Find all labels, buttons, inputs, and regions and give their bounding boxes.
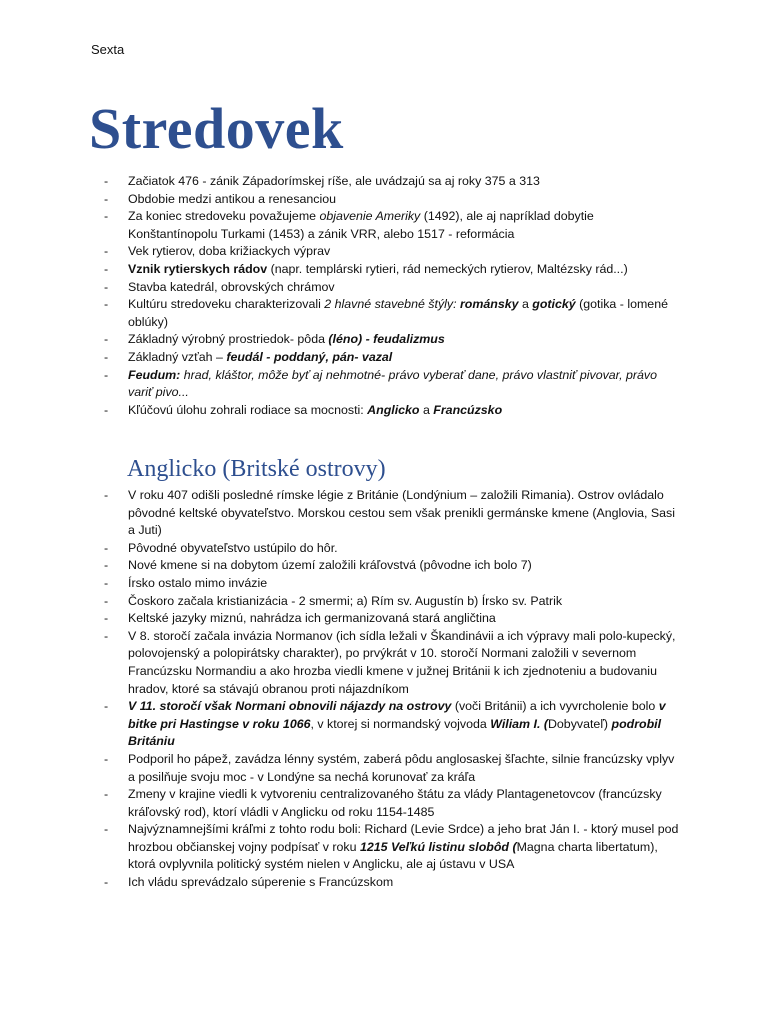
- list-item-text: Kľúčovú úlohu zohrali rodiace sa mocnosti:: [128, 402, 368, 417]
- list-item-text: (léno) - feudalizmus: [328, 332, 445, 347]
- list-item-text: (napr. templárski rytieri, rád nemeckých rytierov, Maltézsky rád...): [267, 261, 628, 276]
- list-item-text: Magna charta libertatum), ktorá ovplyvnila politický systém nielen v Anglicku, ale aj ústavu v USA: [128, 839, 658, 872]
- list-item: [91, 191, 681, 209]
- list-item-text: Základný výrobný prostriedok- pôda: [128, 332, 329, 347]
- list-item-text: podrobil Britániu: [128, 716, 662, 749]
- anglicko-bullet-list: [91, 487, 681, 892]
- list-item-text: Kultúru stredoveku charakterizovali: [128, 297, 325, 312]
- list-item-text: Základný vzťah –: [128, 349, 227, 364]
- list-item-text: V 11. storočí však Normani obnovili nájazdy na ostrovy: [128, 699, 452, 714]
- list-item-text: Ich vládu sprevádzalo súperenie s Francúzskom: [128, 875, 394, 890]
- list-item-text: v bitke pri Hastingse v roku 1066: [128, 699, 666, 731]
- list-item-text: Keltské jazyky miznú, nahrádza ich germanizovaná stará angličtina: [128, 611, 496, 626]
- list-item-text: Vek rytierov, doba križiackych výprav: [128, 244, 331, 259]
- list-item-text: Zmeny v krajine viedli k vytvoreniu centralizovaného štátu za vlády Plantagenetovcov (francúzsky kráľovský rod), ktorí vládli v Anglicku od roku 1154-1485: [128, 787, 662, 819]
- list-item-text: a: [518, 297, 533, 312]
- list-item: [91, 487, 681, 540]
- list-item: [91, 296, 681, 331]
- list-item: [91, 751, 681, 786]
- list-item: [91, 786, 681, 821]
- list-item: [91, 874, 681, 892]
- list-item-text: Podporil ho pápež, zavádza lénny systém, zaberá pôdu anglosaskej šľachte, silnie francúzsky vplyv a posilňuje svoju moc - v Londýne sa nechá korunovať za kráľa: [128, 751, 675, 784]
- list-item: [91, 610, 681, 628]
- list-item-text: románsky: [459, 297, 519, 312]
- list-item-text: Írsko ostalo mimo invázie: [128, 575, 268, 590]
- list-item-text: (1492), ale aj napríklad dobytie Konštantínopolu Turkami (1453) a zánik VRR, alebo 1517 - reformácia: [128, 209, 594, 241]
- section-title-anglicko: Anglicko (Britské ostrovy): [127, 456, 386, 482]
- list-item-text: Čoskoro začala kristianizácia - 2 smermi; a) Rím sv. Augustín b) Írsko sv. Patrik: [128, 593, 563, 608]
- list-item: [91, 402, 681, 420]
- list-item-text: 1215 Veľkú listinu slobôd (: [359, 839, 517, 854]
- list-item-text: Pôvodné obyvateľstvo ustúpilo do hôr.: [128, 540, 338, 555]
- list-item: [91, 173, 681, 191]
- list-item-text: hrad, kláštor, môže byť aj nehmotné- právo vyberať dane, právo vlastniť pivovar, právo variť pivo...: [128, 367, 657, 400]
- list-item-text: Obdobie medzi antikou a renesanciou: [128, 191, 337, 206]
- list-item: [91, 261, 681, 279]
- list-item: [91, 628, 681, 698]
- list-item-text: V roku 407 odišli posledné rímske légie z Británie (Londýnium – založili Rimania). Ostrov ovládalo pôvodné keltské obyvateľstvo. Morskou cestou sem však prenikli germánske kmene (Anglovia, Sasi a Juti): [128, 488, 675, 538]
- list-item-text: Za koniec stredoveku považujeme: [128, 209, 320, 224]
- document-title: Stredovek: [89, 96, 344, 161]
- page-header: Sexta: [91, 42, 125, 57]
- list-item: [91, 331, 681, 349]
- list-item: [91, 243, 681, 261]
- list-item-text: gotický: [532, 297, 576, 312]
- list-item-text: Francúzsko: [433, 402, 503, 417]
- list-item-text: Feudum:: [128, 367, 181, 382]
- list-item-text: Anglicko: [367, 402, 420, 417]
- list-item: [91, 557, 681, 575]
- list-item: [91, 367, 681, 402]
- list-item-text: a: [419, 402, 434, 417]
- list-item-text: (gotika - lomené oblúky): [128, 297, 668, 329]
- list-item: [91, 575, 681, 593]
- list-item: [91, 698, 681, 751]
- list-item-text: Vznik rytierskych rádov: [128, 261, 268, 276]
- list-item-text: Začiatok 476 - zánik Západorímskej ríše, ale uvádzajú sa aj roky 375 a 313: [128, 174, 540, 188]
- list-item-text: Nové kmene si na dobytom území založili kráľovstvá (pôvodne ich bolo 7): [128, 558, 532, 573]
- list-item-text: objavenie Ameriky: [319, 209, 421, 224]
- list-item-text: feudál - poddaný, pán- vazal: [226, 349, 393, 364]
- list-item: [91, 540, 681, 558]
- intro-bullet-list: [91, 173, 681, 419]
- list-item: [91, 349, 681, 367]
- list-item-text: V 8. storočí začala invázia Normanov (ich sídla ležali v Škandinávii a ich výpravy mali polo-kupecký, polovojenský a polopirátsky charakter), po prvýkrát v 10. storočí Normani založili v severnom Francúzsku Normandiu a ako hrozba viedli kmene v južnej Británii k ich zjednoteniu a budovaniu hradov, ktoré sa stávajú obranou proti nájazdníkom: [128, 628, 676, 696]
- list-item: [91, 208, 681, 243]
- list-item-text: Stavba katedrál, obrovských chrámov: [128, 279, 335, 294]
- list-item-text: , v ktorej si normandský vojvoda: [310, 716, 491, 731]
- list-item-text: Najvýznamnejšími kráľmi z tohto rodu boli: Richard (Levie Srdce) a jeho brat Ján I. - ktorý musel pod hrozbou občianskej vojny podpísať v roku: [128, 822, 679, 854]
- list-item: [91, 279, 681, 297]
- list-item: [91, 821, 681, 874]
- list-item-text: Dobyvateľ): [547, 716, 612, 731]
- list-item-text: Wiliam I. (: [490, 716, 548, 731]
- list-item-text: 2 hlavné stavebné štýly:: [324, 297, 460, 312]
- list-item: [91, 593, 681, 611]
- list-item-text: (voči Británii) a ich vyvrcholenie bolo: [451, 699, 659, 714]
